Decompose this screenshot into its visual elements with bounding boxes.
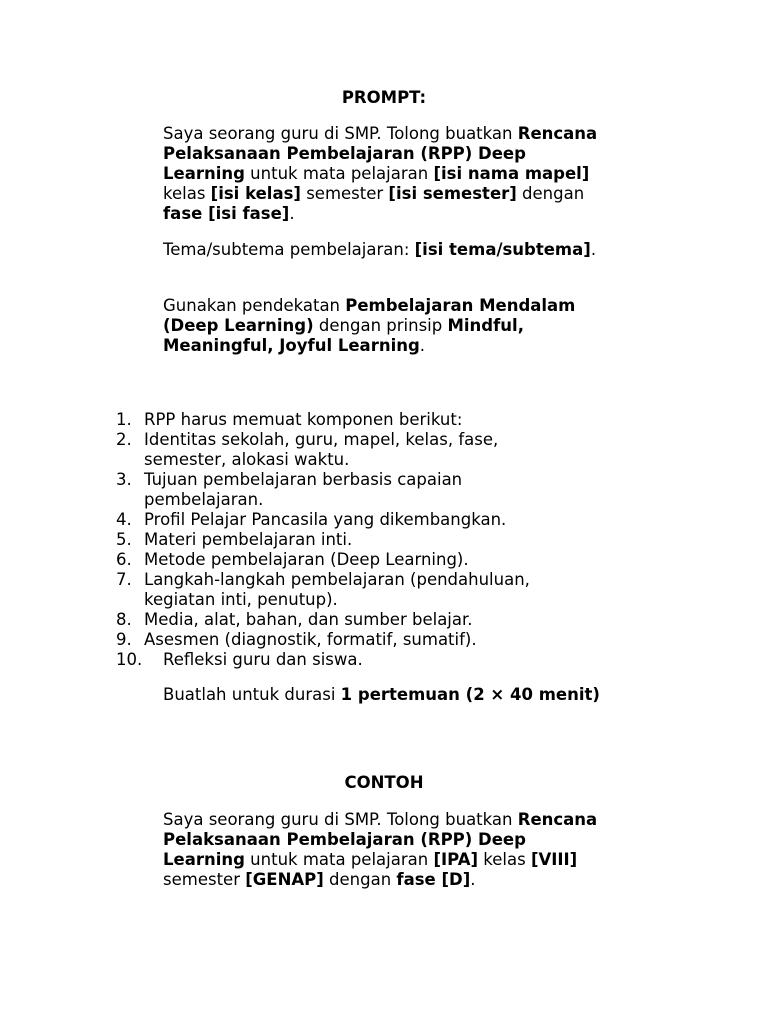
list-item — [116, 470, 576, 510]
text-run: kelas — [478, 850, 531, 869]
bold-text-run: [isi kelas] — [210, 184, 301, 203]
text-run: untuk mata pelajaran — [244, 850, 434, 869]
list-item — [116, 410, 576, 430]
text-run: dengan prinsip — [313, 316, 448, 335]
text-run: . — [470, 870, 476, 889]
bold-text-run: Pembelajaran Mendalam (Deep Learning) — [163, 296, 576, 335]
rpp-component-list — [116, 410, 576, 670]
bold-text-run: [isi tema/subtema] — [414, 240, 591, 259]
text-run: semester — [163, 870, 246, 889]
list-item-text: Media, alat, bahan, dan sumber belajar. — [144, 610, 473, 629]
text-run: semester — [300, 184, 389, 203]
list-item-text: Refleksi guru dan siswa. — [163, 650, 363, 669]
list-item-number: 7. — [116, 570, 132, 589]
list-item — [116, 610, 576, 630]
list-item — [116, 430, 576, 470]
text-run: . — [590, 240, 597, 259]
text-run: Saya seorang guru di SMP. Tolong buatkan — [163, 810, 518, 829]
list-item-number: 6. — [116, 550, 132, 569]
list-item-number: 10. — [116, 650, 143, 669]
bold-text-run: 1 pertemuan (2 × 40 menit) — [340, 685, 600, 704]
bold-text-run: Rencana Pelaksanaan Pembelajaran (RPP) Deep Learning — [163, 124, 598, 183]
list-item-number: 1. — [116, 410, 132, 429]
text-run: dengan — [516, 184, 585, 203]
text-run: Saya seorang guru di SMP. Tolong buatkan — [163, 124, 518, 143]
list-item-number: 5. — [116, 530, 132, 549]
list-item-text: Asesmen (diagnostik, formatif, sumatif). — [144, 630, 477, 649]
bold-text-run: fase [isi fase] — [163, 204, 290, 223]
bold-text-run: fase [D] — [396, 870, 471, 889]
contoh-heading: CONTOH — [344, 773, 424, 792]
list-item-text: Identitas sekolah, guru, mapel, kelas, fase, semester, alokasi waktu. — [144, 430, 499, 469]
list-item-number: 2. — [116, 430, 132, 449]
list-item — [116, 570, 576, 610]
list-item-number: 3. — [116, 470, 132, 489]
bold-text-run: [GENAP] — [245, 870, 324, 889]
prompt-paragraph-duration — [163, 685, 603, 705]
prompt-heading: PROMPT: — [341, 88, 427, 107]
text-run: untuk mata pelajaran — [244, 164, 434, 183]
bold-text-run: [isi semester] — [388, 184, 517, 203]
list-item — [116, 530, 576, 550]
text-run: Buatlah untuk durasi — [163, 685, 341, 704]
text-run: . — [419, 336, 426, 355]
bold-text-run: Mindful, Meaningful, Joyful Learning — [163, 316, 524, 355]
contoh-paragraph-request — [163, 810, 603, 890]
list-item — [116, 550, 576, 570]
list-item-text: Profil Pelajar Pancasila yang dikembangkan. — [144, 510, 507, 529]
list-item — [116, 630, 576, 650]
list-item — [116, 650, 576, 670]
bold-text-run: Rencana Pelaksanaan Pembelajaran (RPP) Deep Learning — [163, 810, 598, 869]
list-item-text: RPP harus memuat komponen berikut: — [144, 410, 463, 429]
bold-text-run: [isi nama mapel] — [433, 164, 590, 183]
list-item-text: Tujuan pembelajaran berbasis capaian pembelajaran. — [144, 470, 463, 509]
bold-text-run: [IPA] — [433, 850, 479, 869]
text-run: Tema/subtema pembelajaran: — [163, 240, 415, 259]
text-run: dengan — [323, 870, 397, 889]
list-item-text: Langkah-langkah pembelajaran (pendahuluan, kegiatan inti, penutup). — [144, 570, 530, 609]
text-run: . — [289, 204, 295, 223]
list-item-text: Materi pembelajaran inti. — [144, 530, 353, 549]
bold-text-run: [VIII] — [530, 850, 578, 869]
list-item — [116, 510, 576, 530]
list-item-number: 4. — [116, 510, 132, 529]
list-item-text: Metode pembelajaran (Deep Learning). — [144, 550, 469, 569]
prompt-paragraph-theme — [163, 240, 603, 260]
text-run: Gunakan pendekatan — [163, 296, 346, 315]
prompt-paragraph-approach — [163, 296, 603, 356]
prompt-paragraph-request — [163, 124, 603, 224]
list-item-number: 9. — [116, 630, 132, 649]
text-run: kelas — [163, 184, 211, 203]
list-item-number: 8. — [116, 610, 132, 629]
